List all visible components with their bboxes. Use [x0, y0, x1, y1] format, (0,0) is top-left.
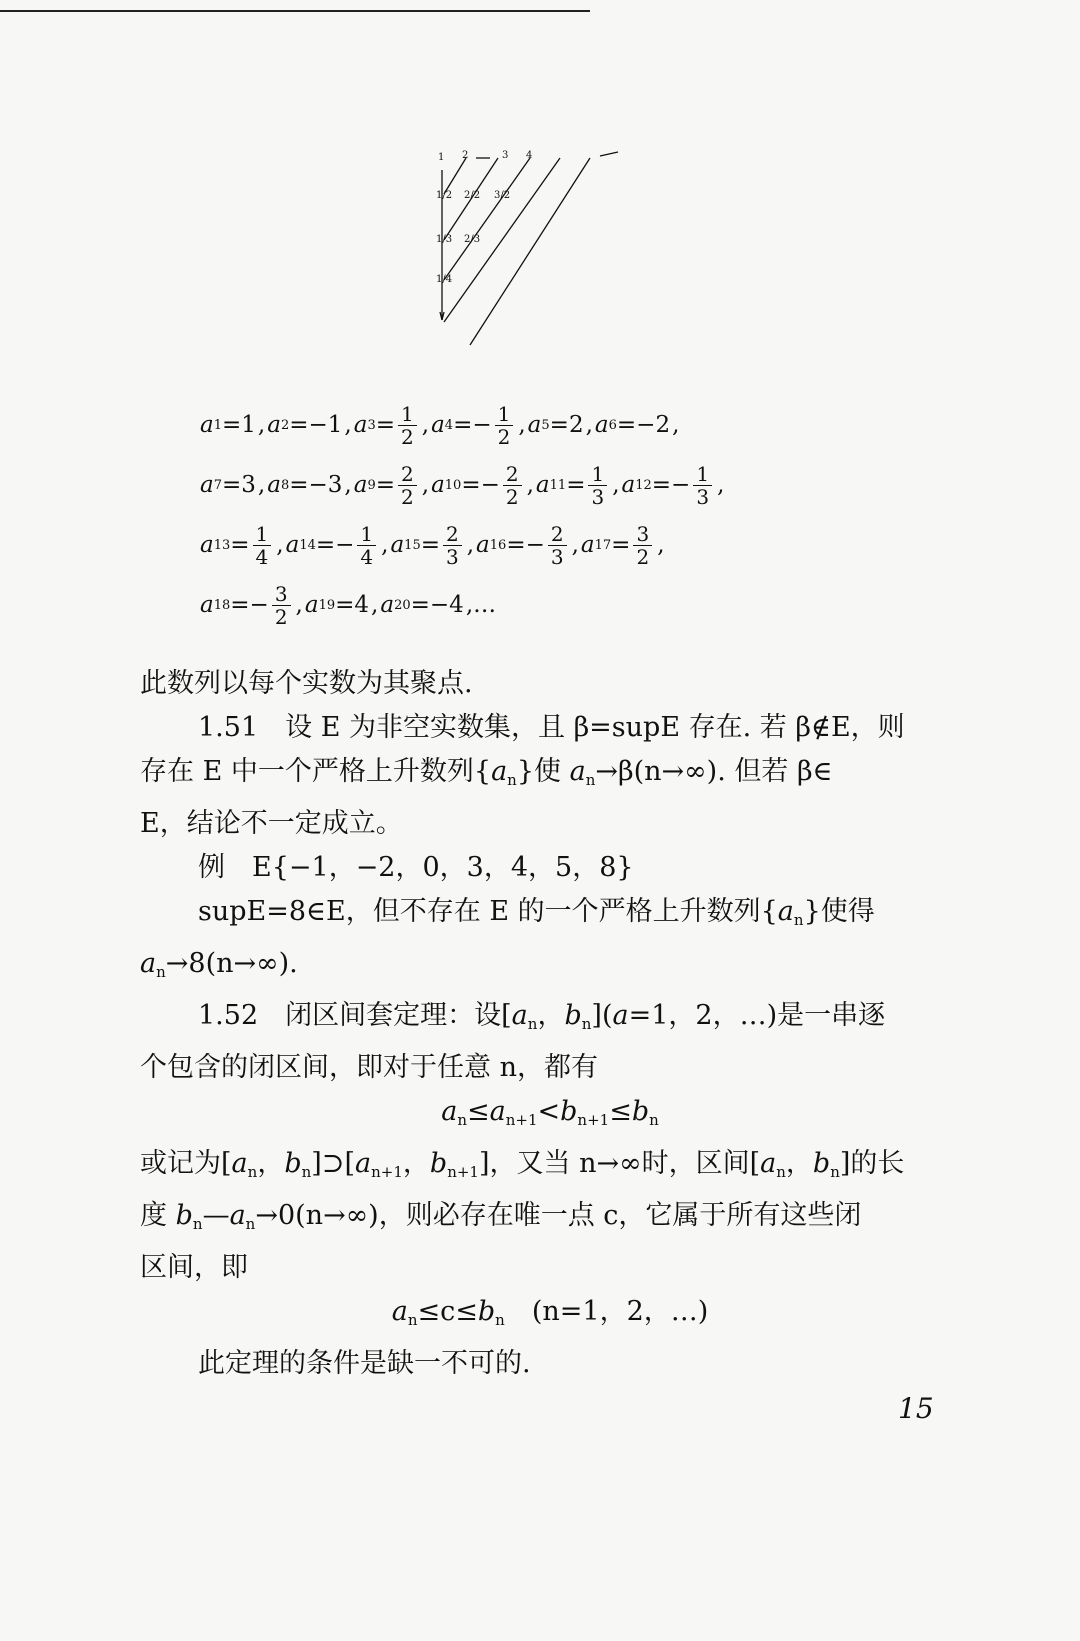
numerator: 1: [693, 463, 712, 486]
sequence-term-a12: [622, 463, 716, 508]
denominator: 2: [401, 424, 414, 449]
fraction: [253, 523, 272, 568]
term-symbol: a: [267, 472, 281, 498]
term-subscript: 15: [404, 537, 421, 553]
term-separator: ,: [344, 412, 352, 438]
sequence-term-a3: [354, 403, 420, 448]
term-value: 3: [241, 472, 256, 498]
term-subscript: 20: [394, 597, 411, 613]
term-subscript: 11: [549, 477, 567, 493]
subscript-n1: n+1: [505, 1111, 538, 1129]
sequence-term-a9: [354, 463, 420, 508]
symbol-b: b: [429, 1148, 448, 1179]
section-1-52-line-4: [140, 1194, 960, 1246]
term-separator: ,: [585, 412, 593, 438]
sequence-term-a10: [431, 463, 525, 508]
sequence-term-a13: [200, 523, 274, 568]
symbol-b: b: [175, 1200, 193, 1231]
denominator: 2: [401, 484, 414, 509]
left-label-4: 1/4: [436, 274, 453, 285]
symbol-a: a: [355, 1148, 372, 1179]
numerator: 3: [633, 523, 652, 546]
section-1-51-line-3: E，结论不一定成立。: [140, 808, 403, 839]
term-symbol: a: [304, 592, 319, 618]
term-relation: =: [549, 412, 569, 438]
top-label-3: 3: [502, 150, 509, 161]
denominator: 3: [550, 544, 564, 569]
symbol-a: a: [489, 1096, 506, 1127]
term-separator: ,: [571, 532, 579, 558]
left-label-2: 1/2: [436, 190, 453, 201]
subscript-n: n: [776, 1163, 786, 1181]
term-relation: =: [230, 532, 250, 558]
term-symbol: a: [200, 592, 214, 618]
subscript-n: n: [830, 1163, 840, 1181]
term-subscript: 19: [318, 597, 336, 613]
sequence-term-a7: [200, 472, 256, 498]
term-relation: =: [222, 472, 242, 498]
term-subscript: 3: [367, 417, 376, 433]
top-rule: [0, 10, 590, 12]
term-separator: ,: [421, 472, 430, 498]
term-relation: =−: [315, 532, 355, 558]
subscript-n: n: [156, 963, 166, 981]
denominator: 3: [446, 544, 459, 569]
fraction: [588, 463, 607, 508]
inner-label-2: 2/3: [464, 234, 481, 245]
sequence-term-a19: [305, 592, 369, 618]
term-separator: ,: [381, 532, 389, 558]
page-number: 15: [898, 1392, 934, 1425]
term-separator: ,: [657, 532, 665, 558]
term-relation: =: [222, 412, 242, 438]
diagonal-arrows-figure: [436, 150, 660, 355]
text-fragment: →β(n→∞). 但若 β∈: [595, 756, 833, 787]
term-symbol: a: [594, 412, 609, 438]
term-subscript: 8: [280, 477, 290, 493]
sequence-equations: [200, 395, 960, 635]
subscript-n1: n+1: [371, 1163, 403, 1181]
symbol-b: b: [477, 1296, 496, 1327]
term-separator: ,: [257, 412, 266, 438]
term-separator: ,: [371, 592, 379, 618]
fraction: [693, 463, 712, 508]
denominator: 2: [636, 544, 650, 569]
term-subscript: 1: [213, 417, 222, 433]
term-symbol: a: [200, 532, 214, 558]
term-symbol: a: [390, 532, 405, 558]
section-1-52-line-1: [140, 994, 960, 1046]
comma: ，: [537, 1000, 565, 1031]
minus: —: [202, 1200, 230, 1231]
denominator: 4: [360, 544, 374, 569]
term-relation: =: [616, 412, 637, 438]
numerator: 1: [398, 403, 417, 426]
symbol-a: a: [231, 1148, 248, 1179]
term-relation: =: [566, 472, 586, 498]
subscript-n: n: [581, 1015, 592, 1033]
subscript-n1: n+1: [447, 1163, 479, 1181]
inner-label-3: 3/2: [494, 190, 511, 201]
nested-inequality: [140, 1090, 960, 1142]
numerator: 2: [548, 523, 567, 546]
term-value: −1: [308, 412, 343, 438]
fraction: [357, 523, 376, 568]
term-separator: ,: [276, 532, 284, 558]
numerator: 2: [503, 463, 522, 486]
equation-line-4: [200, 575, 960, 635]
section-1-51-line-2: [140, 750, 960, 802]
text-fragment: 存在 E 中一个严格上升数列{: [140, 756, 492, 787]
fraction: [272, 583, 291, 628]
sequence-term-a2: [267, 412, 342, 438]
denominator: 2: [274, 604, 288, 629]
subscript-n: n: [247, 1163, 258, 1181]
subscript-n: n: [192, 1215, 203, 1233]
sequence-term-a17: [581, 523, 655, 568]
symbol-a: a: [569, 756, 586, 787]
paragraph-accumulation: 此数列以每个实数为其聚点.: [140, 668, 473, 699]
fraction: [503, 463, 522, 508]
term-relation: =: [335, 592, 355, 618]
term-separator: ,: [672, 412, 680, 438]
term-relation: =: [611, 532, 631, 558]
text-fragment: }使得: [803, 896, 875, 927]
term-subscript: 14: [299, 537, 316, 553]
text-fragment: ](: [591, 1000, 613, 1031]
section-1-52-line-3: [140, 1142, 960, 1194]
symbol-a: a: [140, 948, 157, 979]
term-symbol: a: [285, 532, 300, 558]
numerator: 1: [495, 403, 514, 426]
sequence-term-a16: [476, 523, 570, 568]
subscript-n1: n+1: [577, 1111, 610, 1129]
term-symbol: a: [431, 412, 445, 438]
term-symbol: a: [267, 412, 281, 438]
term-relation: =: [289, 472, 309, 498]
term-value: −3: [308, 472, 343, 498]
term-separator: ,: [717, 472, 725, 498]
fraction: [398, 403, 417, 448]
denominator: 2: [497, 424, 511, 449]
example-line-1: 例 E{−1，−2，0，3，4，5，8}: [198, 852, 634, 883]
section-1-51-line-1: 1.51 设 E 为非空实数集，且 β=supE 存在. 若 β∉E，则: [198, 712, 905, 743]
enumeration-diagram: [436, 150, 660, 355]
numerator: 1: [588, 463, 607, 486]
symbol-b: b: [284, 1148, 302, 1179]
relation: ≤c≤: [417, 1296, 478, 1327]
symbol-a: a: [229, 1200, 246, 1231]
term-separator: ,: [257, 472, 266, 498]
subscript-n: n: [407, 1311, 418, 1329]
denominator: 2: [505, 484, 519, 509]
term-separator: ,: [526, 472, 534, 498]
sequence-term-a8: [267, 472, 342, 498]
example-line-3: [140, 942, 960, 994]
denominator: 3: [696, 484, 710, 509]
text-fragment: →0(n→∞)，则必存在唯一点 c，它属于所有这些闭: [255, 1200, 862, 1231]
term-subscript: 12: [635, 477, 652, 493]
text-fragment: 或记为[: [140, 1148, 232, 1179]
term-symbol: a: [200, 472, 214, 498]
subscript-n: n: [507, 771, 517, 789]
sequence-term-a15: [390, 523, 464, 568]
term-relation: =−: [453, 412, 492, 438]
term-subscript: 5: [541, 417, 550, 433]
term-subscript: 17: [594, 537, 612, 553]
term-relation: =−: [230, 592, 269, 618]
term-symbol: a: [353, 472, 368, 498]
sequence-term-a20: [380, 592, 463, 618]
subscript-n: n: [245, 1215, 256, 1233]
equation-line-1: [200, 395, 960, 455]
equation-line-2: [200, 455, 960, 515]
closing-line: 此定理的条件是缺一不可的.: [198, 1348, 531, 1379]
term-separator: ,: [466, 532, 475, 558]
denominator: 3: [591, 484, 605, 509]
term-relation: =: [420, 532, 440, 558]
term-separator: ,: [518, 412, 526, 438]
denominator: 4: [255, 544, 269, 569]
term-symbol: a: [353, 412, 368, 438]
term-symbol: a: [200, 412, 214, 438]
relation: ≤: [466, 1096, 490, 1127]
term-value: 1: [241, 412, 256, 438]
symbol-b: b: [564, 1000, 582, 1031]
comma: ，: [785, 1148, 813, 1179]
numerator: 2: [398, 463, 417, 486]
text-fragment: ]，又当 n→∞时，区间[: [478, 1148, 761, 1179]
term-value: 4: [354, 592, 370, 618]
term-relation: =: [375, 412, 396, 438]
term-separator: ,: [295, 592, 303, 618]
term-symbol: a: [621, 472, 636, 498]
subscript-n: n: [649, 1111, 659, 1129]
term-subscript: 13: [213, 537, 231, 553]
fraction: [548, 523, 567, 568]
term-value: 2: [568, 412, 584, 438]
subscript-n: n: [457, 1111, 467, 1129]
symbol-b: b: [560, 1096, 578, 1127]
text-fragment: supE=8∈E，但不存在 E 的一个严格上升数列{: [198, 896, 778, 927]
term-subscript: 4: [444, 417, 454, 433]
relation: <: [537, 1096, 561, 1127]
numerator: 1: [357, 523, 376, 546]
sequence-term-a1: [200, 412, 256, 438]
sequence-term-a4: [431, 403, 516, 448]
term-symbol: a: [580, 532, 595, 558]
term-subscript: 2: [280, 417, 290, 433]
text-fragment: ]的长: [839, 1148, 905, 1179]
text-fragment: →8(n→∞).: [165, 948, 298, 979]
term-subscript: 9: [367, 477, 376, 493]
body-text: [140, 662, 960, 1386]
left-label-3: 1/3: [436, 234, 453, 245]
numerator: 2: [443, 523, 462, 546]
sequence-term-a6: [595, 412, 670, 438]
symbol-a: a: [441, 1096, 458, 1127]
term-subscript: 16: [489, 537, 507, 553]
subscript-n: n: [585, 771, 596, 789]
section-1-52-line-5: 区间，即: [140, 1252, 248, 1283]
text-fragment: =1，2，…)是一串逐: [628, 1000, 886, 1031]
equation-line-3: [200, 515, 960, 575]
symbol-b: b: [631, 1096, 650, 1127]
point-inequality: [140, 1290, 960, 1342]
term-separator: ,: [612, 472, 620, 498]
sequence-term-a11: [536, 463, 610, 508]
term-value: −2: [636, 412, 671, 438]
term-relation: =: [375, 472, 396, 498]
term-relation: =: [289, 412, 309, 438]
term-subscript: 6: [608, 417, 617, 433]
subscript-n: n: [495, 1311, 505, 1329]
text-fragment: }使: [516, 756, 570, 787]
sequence-term-a5: [528, 412, 584, 438]
fraction: [495, 403, 514, 448]
term-relation: =−: [461, 472, 500, 498]
text-fragment: 1.52 闭区间套定理：设[: [198, 1000, 512, 1031]
top-label-4: 4: [526, 150, 533, 161]
subscript-n: n: [301, 1163, 312, 1181]
symbol-a: a: [491, 756, 508, 787]
fraction: [633, 523, 652, 568]
symbol-a: a: [777, 896, 794, 927]
subscript-n: n: [527, 1015, 538, 1033]
term-relation: =−: [506, 532, 545, 558]
relation: ≤: [609, 1096, 632, 1127]
symbol-a: a: [511, 1000, 528, 1031]
term-relation: =−: [651, 472, 691, 498]
comma: ，: [257, 1148, 285, 1179]
top-label-2: 2: [462, 150, 469, 161]
symbol-a: a: [760, 1148, 777, 1179]
numerator: 3: [272, 583, 291, 606]
text-fragment: ]⊃[: [311, 1148, 355, 1179]
sequence-term-a18: [200, 583, 294, 628]
comma: ，: [402, 1148, 430, 1179]
term-subscript: 10: [444, 477, 462, 493]
term-separator: ,…: [465, 592, 497, 618]
symbol-a: a: [391, 1296, 408, 1327]
text-fragment: 度: [140, 1200, 176, 1231]
fraction: [443, 523, 462, 568]
top-label-1: 1: [438, 152, 445, 163]
numerator: 1: [253, 523, 272, 546]
sequence-term-a14: [286, 523, 380, 568]
inner-label-1: 2/2: [464, 190, 481, 201]
term-separator: ,: [421, 412, 430, 438]
term-symbol: a: [535, 472, 550, 498]
subscript-n: n: [793, 911, 804, 929]
term-symbol: a: [380, 592, 395, 618]
fraction: [398, 463, 417, 508]
term-value: −4: [429, 592, 464, 618]
term-separator: ,: [344, 472, 352, 498]
symbol-a: a: [612, 1000, 629, 1031]
section-1-52-line-2: 个包含的闭区间，即对于任意 n，都有: [140, 1052, 598, 1083]
term-symbol: a: [431, 472, 445, 498]
term-symbol: a: [476, 532, 490, 558]
text-fragment: (n=1，2，…): [504, 1296, 709, 1327]
term-subscript: 7: [213, 477, 222, 493]
term-subscript: 18: [213, 597, 231, 613]
term-symbol: a: [527, 412, 542, 438]
example-line-2: [140, 890, 960, 942]
symbol-b: b: [812, 1148, 831, 1179]
term-relation: =: [410, 592, 430, 618]
